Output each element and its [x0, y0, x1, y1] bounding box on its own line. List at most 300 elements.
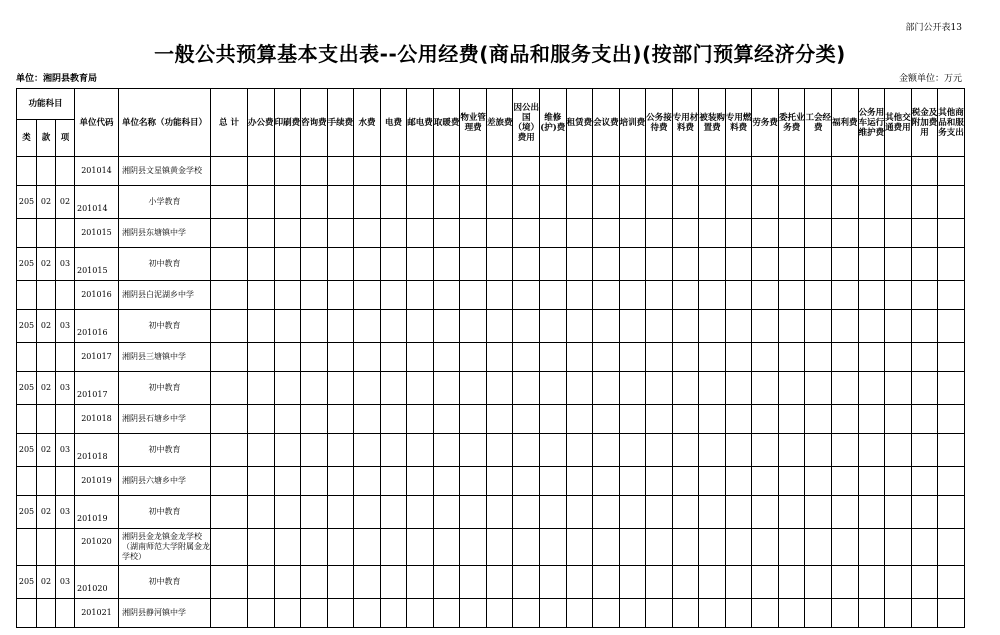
value-cell	[778, 310, 805, 343]
value-cell	[513, 496, 540, 529]
value-cell	[858, 467, 885, 496]
value-cell	[725, 467, 752, 496]
value-cell	[248, 434, 275, 467]
value-cell	[619, 566, 646, 599]
unit-name-cell: 初中教育	[119, 566, 211, 599]
value-cell	[460, 248, 487, 281]
value-cell	[566, 405, 593, 434]
value-cell	[593, 434, 620, 467]
total-cell	[211, 566, 248, 599]
econ-header: 其他商品和服务支出	[938, 89, 965, 157]
value-cell	[248, 343, 275, 372]
value-cell	[327, 310, 354, 343]
value-cell	[938, 372, 965, 405]
xiang-cell: 03	[56, 372, 75, 405]
value-cell	[938, 566, 965, 599]
value-cell	[433, 343, 460, 372]
value-cell	[858, 405, 885, 434]
value-cell	[540, 599, 567, 628]
value-cell	[832, 529, 859, 566]
table-row	[17, 405, 965, 434]
total-cell	[211, 599, 248, 628]
value-cell	[805, 529, 832, 566]
value-cell	[593, 281, 620, 310]
value-cell	[832, 372, 859, 405]
kuan-header: 款	[37, 120, 56, 157]
value-cell	[433, 467, 460, 496]
value-cell	[725, 566, 752, 599]
value-cell	[885, 157, 912, 186]
value-cell	[274, 157, 301, 186]
value-cell	[433, 281, 460, 310]
total-cell	[211, 248, 248, 281]
value-cell	[274, 219, 301, 248]
value-cell	[646, 405, 673, 434]
xiang-cell	[56, 219, 75, 248]
kuan-cell	[37, 343, 56, 372]
unit-name-cell: 初中教育	[119, 372, 211, 405]
xiang-cell	[56, 529, 75, 566]
value-cell	[486, 281, 513, 310]
table-row	[17, 310, 965, 343]
value-cell	[327, 343, 354, 372]
value-cell	[885, 310, 912, 343]
value-cell	[460, 343, 487, 372]
value-cell	[805, 310, 832, 343]
value-cell	[354, 157, 381, 186]
unit-code-cell: 201018	[75, 405, 119, 434]
lei-cell	[17, 405, 37, 434]
value-cell	[646, 434, 673, 467]
value-cell	[407, 434, 434, 467]
value-cell	[301, 219, 328, 248]
value-cell	[858, 372, 885, 405]
value-cell	[248, 467, 275, 496]
lei-header: 类	[17, 120, 37, 157]
unit-name-cell: 湘阴县白泥湖乡中学	[119, 281, 211, 310]
value-cell	[274, 434, 301, 467]
total-cell	[211, 343, 248, 372]
econ-header: 取暖费	[433, 89, 460, 157]
value-cell	[619, 434, 646, 467]
total-cell	[211, 186, 248, 219]
value-cell	[248, 529, 275, 566]
value-cell	[407, 248, 434, 281]
value-cell	[672, 157, 699, 186]
value-cell	[699, 248, 726, 281]
value-cell	[646, 529, 673, 566]
table-row	[17, 434, 965, 467]
value-cell	[513, 467, 540, 496]
value-cell	[778, 467, 805, 496]
value-cell	[619, 157, 646, 186]
value-cell	[699, 405, 726, 434]
value-cell	[301, 599, 328, 628]
value-cell	[911, 186, 938, 219]
value-cell	[832, 343, 859, 372]
lei-cell	[17, 529, 37, 566]
value-cell	[354, 219, 381, 248]
value-cell	[433, 157, 460, 186]
value-cell	[274, 372, 301, 405]
value-cell	[566, 248, 593, 281]
unit-code-cell: 201015	[75, 219, 119, 248]
value-cell	[433, 248, 460, 281]
value-cell	[433, 599, 460, 628]
value-cell	[646, 599, 673, 628]
value-cell	[460, 186, 487, 219]
table-row	[17, 186, 965, 219]
econ-header: 会议费	[593, 89, 620, 157]
value-cell	[301, 566, 328, 599]
value-cell	[380, 467, 407, 496]
unit-name-cell: 初中教育	[119, 310, 211, 343]
table-row	[17, 599, 965, 628]
table-row	[17, 467, 965, 496]
value-cell	[486, 248, 513, 281]
value-cell	[301, 467, 328, 496]
value-cell	[858, 434, 885, 467]
value-cell	[327, 248, 354, 281]
kuan-cell	[37, 219, 56, 248]
value-cell	[513, 599, 540, 628]
kuan-cell: 02	[37, 248, 56, 281]
value-cell	[885, 248, 912, 281]
unit-code-cell: 201020	[75, 566, 119, 599]
func-subject-header: 功能科目	[17, 89, 75, 120]
table-row	[17, 248, 965, 281]
lei-cell: 205	[17, 310, 37, 343]
lei-cell	[17, 281, 37, 310]
value-cell	[699, 310, 726, 343]
table-row	[17, 529, 965, 566]
value-cell	[911, 372, 938, 405]
value-cell	[752, 281, 779, 310]
value-cell	[380, 310, 407, 343]
value-cell	[274, 310, 301, 343]
value-cell	[380, 186, 407, 219]
kuan-cell	[37, 405, 56, 434]
value-cell	[380, 281, 407, 310]
value-cell	[646, 219, 673, 248]
value-cell	[752, 405, 779, 434]
xiang-cell	[56, 467, 75, 496]
money-unit-label: 金额单位：万元	[898, 74, 962, 84]
value-cell	[911, 405, 938, 434]
value-cell	[593, 186, 620, 219]
value-cell	[619, 343, 646, 372]
lei-cell: 205	[17, 248, 37, 281]
kuan-cell: 02	[37, 566, 56, 599]
value-cell	[752, 496, 779, 529]
econ-header: 委托业务费	[778, 89, 805, 157]
value-cell	[725, 434, 752, 467]
value-cell	[778, 566, 805, 599]
value-cell	[433, 566, 460, 599]
value-cell	[938, 310, 965, 343]
econ-header: 电费	[380, 89, 407, 157]
value-cell	[327, 219, 354, 248]
value-cell	[407, 566, 434, 599]
value-cell	[911, 157, 938, 186]
value-cell	[593, 405, 620, 434]
kuan-cell	[37, 467, 56, 496]
value-cell	[938, 529, 965, 566]
value-cell	[752, 310, 779, 343]
value-cell	[672, 281, 699, 310]
value-cell	[248, 566, 275, 599]
value-cell	[327, 157, 354, 186]
value-cell	[699, 186, 726, 219]
value-cell	[540, 529, 567, 566]
value-cell	[540, 310, 567, 343]
value-cell	[380, 599, 407, 628]
value-cell	[354, 566, 381, 599]
kuan-cell	[37, 529, 56, 566]
value-cell	[778, 599, 805, 628]
value-cell	[832, 281, 859, 310]
value-cell	[407, 529, 434, 566]
value-cell	[619, 248, 646, 281]
value-cell	[540, 405, 567, 434]
value-cell	[460, 566, 487, 599]
value-cell	[380, 496, 407, 529]
xiang-cell	[56, 281, 75, 310]
value-cell	[752, 529, 779, 566]
value-cell	[725, 529, 752, 566]
value-cell	[646, 467, 673, 496]
value-cell	[832, 248, 859, 281]
value-cell	[911, 599, 938, 628]
econ-header: 被装购置费	[699, 89, 726, 157]
value-cell	[566, 566, 593, 599]
value-cell	[354, 599, 381, 628]
value-cell	[433, 434, 460, 467]
value-cell	[805, 467, 832, 496]
value-cell	[460, 157, 487, 186]
econ-header: 培训费	[619, 89, 646, 157]
value-cell	[885, 219, 912, 248]
value-cell	[354, 248, 381, 281]
value-cell	[354, 310, 381, 343]
value-cell	[327, 496, 354, 529]
total-cell	[211, 529, 248, 566]
value-cell	[619, 219, 646, 248]
value-cell	[513, 434, 540, 467]
lei-cell	[17, 343, 37, 372]
unit-name-cell: 湘阴县静河镇中学	[119, 599, 211, 628]
unit-name-cell: 湘阴县石塘乡中学	[119, 405, 211, 434]
value-cell	[619, 405, 646, 434]
value-cell	[540, 281, 567, 310]
value-cell	[354, 186, 381, 219]
value-cell	[248, 248, 275, 281]
value-cell	[805, 248, 832, 281]
value-cell	[274, 496, 301, 529]
value-cell	[513, 248, 540, 281]
value-cell	[593, 343, 620, 372]
value-cell	[460, 281, 487, 310]
value-cell	[433, 405, 460, 434]
value-cell	[832, 405, 859, 434]
value-cell	[911, 281, 938, 310]
unit-code-cell: 201016	[75, 281, 119, 310]
value-cell	[938, 599, 965, 628]
value-cell	[540, 467, 567, 496]
value-cell	[699, 343, 726, 372]
value-cell	[672, 248, 699, 281]
value-cell	[301, 157, 328, 186]
econ-header: 租赁费	[566, 89, 593, 157]
value-cell	[380, 157, 407, 186]
value-cell	[646, 248, 673, 281]
value-cell	[725, 186, 752, 219]
value-cell	[327, 281, 354, 310]
unit-name-cell: 初中教育	[119, 434, 211, 467]
value-cell	[540, 496, 567, 529]
value-cell	[248, 496, 275, 529]
value-cell	[486, 529, 513, 566]
value-cell	[407, 219, 434, 248]
value-cell	[672, 566, 699, 599]
value-cell	[858, 310, 885, 343]
unit-code-cell: 201018	[75, 434, 119, 467]
value-cell	[380, 343, 407, 372]
unit-name-cell: 湘阴县六塘乡中学	[119, 467, 211, 496]
value-cell	[301, 343, 328, 372]
value-cell	[805, 343, 832, 372]
value-cell	[593, 310, 620, 343]
value-cell	[778, 157, 805, 186]
value-cell	[566, 467, 593, 496]
value-cell	[540, 219, 567, 248]
value-cell	[752, 157, 779, 186]
econ-header: 专用材料费	[672, 89, 699, 157]
value-cell	[885, 405, 912, 434]
value-cell	[513, 281, 540, 310]
value-cell	[380, 566, 407, 599]
unit-label: 单位：湘阴县教育局	[16, 74, 98, 84]
value-cell	[938, 467, 965, 496]
xiang-cell: 03	[56, 566, 75, 599]
value-cell	[248, 281, 275, 310]
econ-header: 咨询费	[301, 89, 328, 157]
unit-code-cell: 201019	[75, 496, 119, 529]
value-cell	[885, 496, 912, 529]
econ-header: 专用燃料费	[725, 89, 752, 157]
value-cell	[725, 496, 752, 529]
value-cell	[354, 434, 381, 467]
unit-code-cell: 201014	[75, 157, 119, 186]
value-cell	[407, 405, 434, 434]
value-cell	[380, 248, 407, 281]
total-cell	[211, 434, 248, 467]
value-cell	[725, 405, 752, 434]
value-cell	[646, 566, 673, 599]
value-cell	[672, 434, 699, 467]
value-cell	[619, 529, 646, 566]
total-cell	[211, 219, 248, 248]
table-row	[17, 343, 965, 372]
value-cell	[805, 281, 832, 310]
value-cell	[911, 566, 938, 599]
value-cell	[778, 343, 805, 372]
value-cell	[566, 599, 593, 628]
value-cell	[699, 599, 726, 628]
value-cell	[274, 599, 301, 628]
value-cell	[752, 248, 779, 281]
value-cell	[460, 219, 487, 248]
unit-code-cell: 201014	[75, 186, 119, 219]
value-cell	[832, 310, 859, 343]
econ-header: 公务用车运行维护费	[858, 89, 885, 157]
total-cell	[211, 281, 248, 310]
unit-name-cell: 初中教育	[119, 496, 211, 529]
value-cell	[486, 186, 513, 219]
total-cell	[211, 496, 248, 529]
value-cell	[938, 343, 965, 372]
value-cell	[433, 219, 460, 248]
value-cell	[593, 219, 620, 248]
value-cell	[672, 219, 699, 248]
value-cell	[752, 186, 779, 219]
value-cell	[911, 434, 938, 467]
value-cell	[380, 372, 407, 405]
value-cell	[354, 467, 381, 496]
value-cell	[513, 310, 540, 343]
econ-header: 物业管理费	[460, 89, 487, 157]
value-cell	[274, 343, 301, 372]
value-cell	[354, 529, 381, 566]
value-cell	[885, 434, 912, 467]
value-cell	[593, 467, 620, 496]
value-cell	[672, 186, 699, 219]
value-cell	[778, 248, 805, 281]
value-cell	[274, 467, 301, 496]
table-row	[17, 219, 965, 248]
xiang-cell: 03	[56, 434, 75, 467]
value-cell	[885, 281, 912, 310]
lei-cell	[17, 599, 37, 628]
value-cell	[566, 310, 593, 343]
value-cell	[327, 467, 354, 496]
unit-code-cell: 201017	[75, 372, 119, 405]
econ-header: 税金及附加费用	[911, 89, 938, 157]
value-cell	[540, 434, 567, 467]
value-cell	[805, 566, 832, 599]
value-cell	[699, 566, 726, 599]
value-cell	[354, 405, 381, 434]
value-cell	[248, 599, 275, 628]
kuan-cell	[37, 157, 56, 186]
value-cell	[274, 281, 301, 310]
value-cell	[433, 310, 460, 343]
econ-header: 工会经费	[805, 89, 832, 157]
unit-code-header: 单位代码	[75, 89, 119, 157]
value-cell	[911, 343, 938, 372]
value-cell	[486, 343, 513, 372]
value-cell	[274, 186, 301, 219]
unit-name-header: 单位名称（功能科目）	[119, 89, 211, 157]
value-cell	[725, 157, 752, 186]
value-cell	[885, 343, 912, 372]
value-cell	[699, 219, 726, 248]
value-cell	[566, 186, 593, 219]
value-cell	[858, 186, 885, 219]
value-cell	[540, 343, 567, 372]
table-row	[17, 157, 965, 186]
econ-header: 公务接待费	[646, 89, 673, 157]
